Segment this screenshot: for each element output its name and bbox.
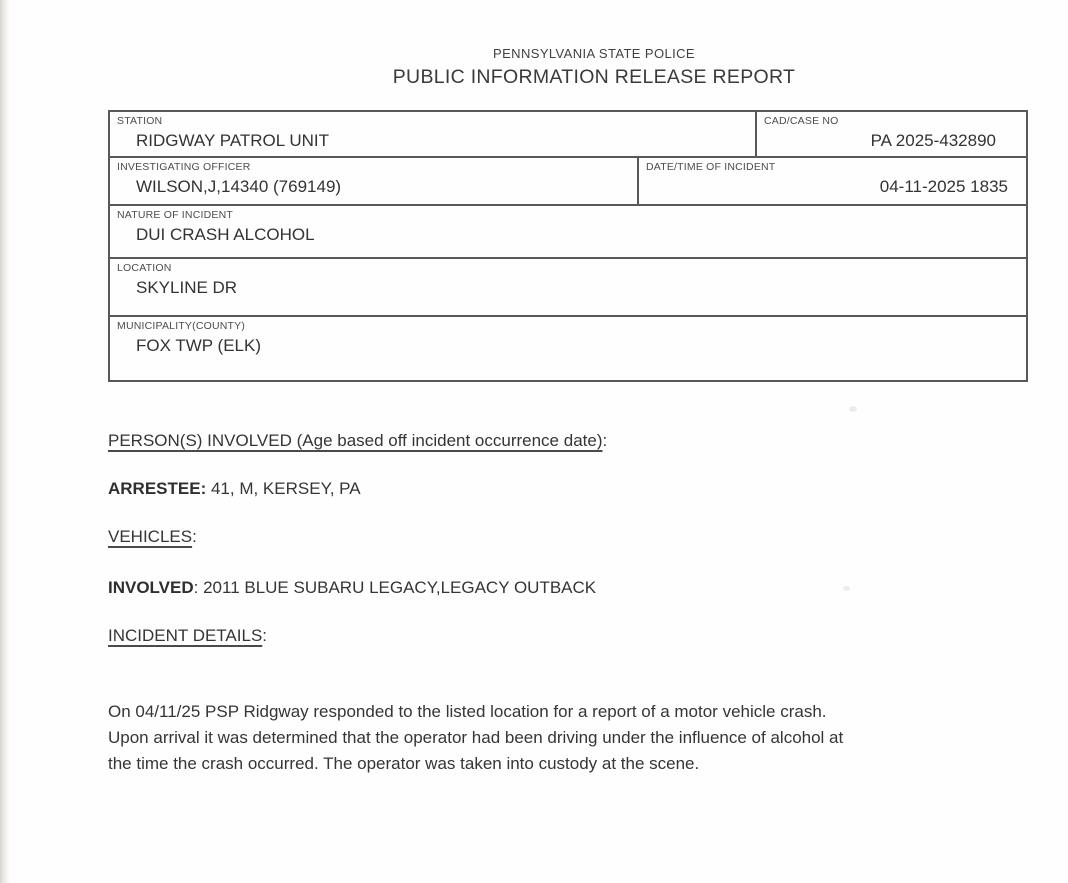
field-nature-of-incident: [110, 206, 1026, 257]
field-cad-case-no: [757, 112, 1026, 156]
form-row-municipality: [110, 317, 1026, 380]
nature-of-incident-label: NATURE OF INCIDENT: [117, 209, 233, 221]
location-value: SKYLINE DR: [136, 278, 238, 297]
date-time-of-incident-value: 04-11-2025 1835: [879, 177, 1008, 196]
municipality-county-value: FOX TWP (ELK): [136, 336, 262, 355]
agency-name: PENNSYLVANIA STATE POLICE: [493, 46, 695, 61]
municipality-county-label: MUNICIPALITY(COUNTY): [117, 320, 246, 332]
station-value: RIDGWAY PATROL UNIT: [136, 131, 329, 150]
field-date-time-of-incident: [639, 158, 1026, 204]
field-station: [110, 112, 757, 156]
field-municipality-county: [110, 317, 1026, 380]
field-investigating-officer: [110, 158, 639, 204]
heading-colon: :: [262, 626, 268, 645]
date-time-of-incident-label: DATE/TIME OF INCIDENT: [646, 161, 776, 173]
incident-narrative: [108, 699, 843, 777]
heading-colon: :: [602, 431, 608, 450]
narrative-line: Upon arrival it was determined that the operator had been driving under the influence of alcohol at: [108, 728, 844, 747]
incident-details-heading-text: INCIDENT DETAILS: [108, 626, 263, 645]
form-row-nature: [110, 206, 1026, 259]
form-row-station-cad: [110, 112, 1026, 158]
persons-involved-heading: [108, 431, 607, 451]
report-title: PUBLIC INFORMATION RELEASE REPORT: [392, 66, 796, 88]
involved-line: [108, 578, 596, 598]
vehicles-heading-text: VEHICLES: [108, 527, 193, 546]
scan-speck: [843, 586, 850, 591]
report-header: [120, 46, 1068, 89]
arrestee-line: [108, 479, 361, 499]
persons-involved-heading-text: PERSON(S) INVOLVED (Age based off incident occurrence date): [108, 431, 603, 450]
station-label: STATION: [117, 115, 163, 127]
location-label: LOCATION: [117, 262, 172, 274]
narrative-line: On 04/11/25 PSP Ridgway responded to the listed location for a report of a motor vehicle crash.: [108, 702, 827, 721]
cad-case-no-value: PA 2025-432890: [870, 131, 996, 150]
narrative-line: the time the crash occurred. The operator was taken into custody at the scene.: [108, 754, 700, 773]
vehicles-heading: [108, 527, 197, 547]
scan-speck: [849, 406, 857, 412]
scan-edge-shadow: [0, 0, 10, 883]
involved-label: INVOLVED: [108, 578, 194, 597]
nature-of-incident-value: DUI CRASH ALCOHOL: [136, 225, 315, 244]
involved-value: : 2011 BLUE SUBARU LEGACY,LEGACY OUTBACK: [193, 578, 597, 597]
cad-case-no-label: CAD/CASE NO: [764, 115, 839, 127]
heading-colon: :: [192, 527, 197, 546]
field-location: [110, 259, 1026, 315]
form-row-officer-datetime: [110, 158, 1026, 206]
incident-details-heading: [108, 626, 267, 646]
investigating-officer-value: WILSON,J,14340 (769149): [136, 177, 342, 196]
investigating-officer-label: INVESTIGATING OFFICER: [117, 161, 251, 173]
report-form-table: [108, 110, 1028, 382]
form-row-location: [110, 259, 1026, 317]
arrestee-value: 41, M, KERSEY, PA: [210, 479, 361, 498]
arrestee-label: ARRESTEE:: [108, 479, 207, 498]
